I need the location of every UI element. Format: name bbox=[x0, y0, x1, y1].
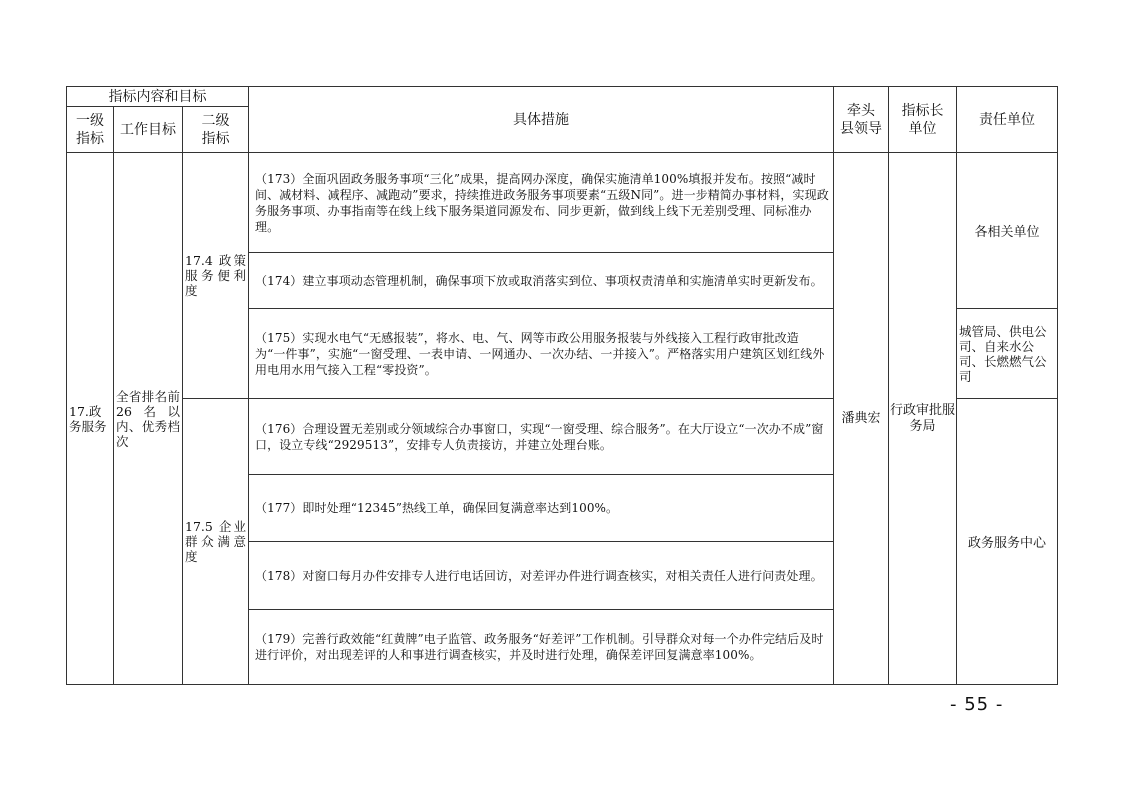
responsible-unit: 政务服务中心 bbox=[957, 399, 1058, 685]
header-goal: 工作目标 bbox=[114, 107, 183, 153]
work-goal: 全省排名前26名以内、优秀档次 bbox=[114, 153, 183, 685]
measure-179: （179）完善行政效能“红黄牌”电子监管、政务服务“好差评”工作机制。引导群众对每一个办件完结后及时进行评价，对出现差评的人和事进行调查核实，并及时进行处理，确保差评回复满意率100%。 bbox=[249, 610, 834, 685]
header-level1: 一级 指标 bbox=[67, 107, 114, 153]
indicator-unit: 行政审批服务局 bbox=[889, 153, 957, 685]
header-level2: 二级 指标 bbox=[183, 107, 249, 153]
sub-indicator: 17.4 政策服务便利度 bbox=[183, 153, 249, 399]
measure-178: （178）对窗口每月办件安排专人进行电话回访，对差评办件进行调查核实，对相关责任人进行问责处理。 bbox=[249, 542, 834, 610]
measure-176: （176）合理设置无差别或分领域综合办事窗口，实现“一窗受理、综合服务”。在大厅设立“一次办不成”窗口，设立专线“2929513”，安排专人负责接访，并建立处理台账。 bbox=[249, 399, 834, 475]
page-number: - 55 - bbox=[950, 694, 1004, 715]
responsible-unit: 城管局、供电公司、自来水公司、长燃燃气公司 bbox=[957, 309, 1058, 399]
measures-table bbox=[66, 86, 1058, 685]
measure-173: （173）全面巩固政务服务事项“三化”成果，提高网办深度，确保实施清单100%填报并发布。按照“减时间、减材料、减程序、减跑动”要求，持续推进政务服务事项要素“五级N同”。进一步精简办事材料，实现政务服务事项、办事指南等在线上线下服务渠道同源发布、同步更新，做到线上线下无差别受理、同标准办理。 bbox=[249, 153, 834, 253]
header-measures: 具体措施 bbox=[249, 87, 834, 153]
measure-174: （174）建立事项动态管理机制，确保事项下放或取消落实到位、事项权责清单和实施清单实时更新发布。 bbox=[249, 253, 834, 309]
responsible-unit: 各相关单位 bbox=[957, 153, 1058, 309]
sub-indicator: 17.5 企业群众满意度 bbox=[183, 399, 249, 685]
header-indicator-unit: 指标长 单位 bbox=[889, 87, 957, 153]
header-lead-leader: 牵头 县领导 bbox=[834, 87, 889, 153]
measure-175: （175）实现水电气“无感报装”，将水、电、气、网等市政公用服务报装与外线接入工程行政审批改造为“一件事”，实施“一窗受理、一表申请、一网通办、一次办结、一并接入”。严格落实用户建筑区划红线外用电用水用气接入工程“零投资”。 bbox=[249, 309, 834, 399]
header-indicator-content: 指标内容和目标 bbox=[67, 87, 249, 107]
level1-indicator: 17.政务服务 bbox=[67, 153, 114, 685]
measure-177: （177）即时处理“12345”热线工单，确保回复满意率达到100%。 bbox=[249, 475, 834, 542]
header-responsible-unit: 责任单位 bbox=[957, 87, 1058, 153]
lead-leader: 潘典宏 bbox=[834, 153, 889, 685]
